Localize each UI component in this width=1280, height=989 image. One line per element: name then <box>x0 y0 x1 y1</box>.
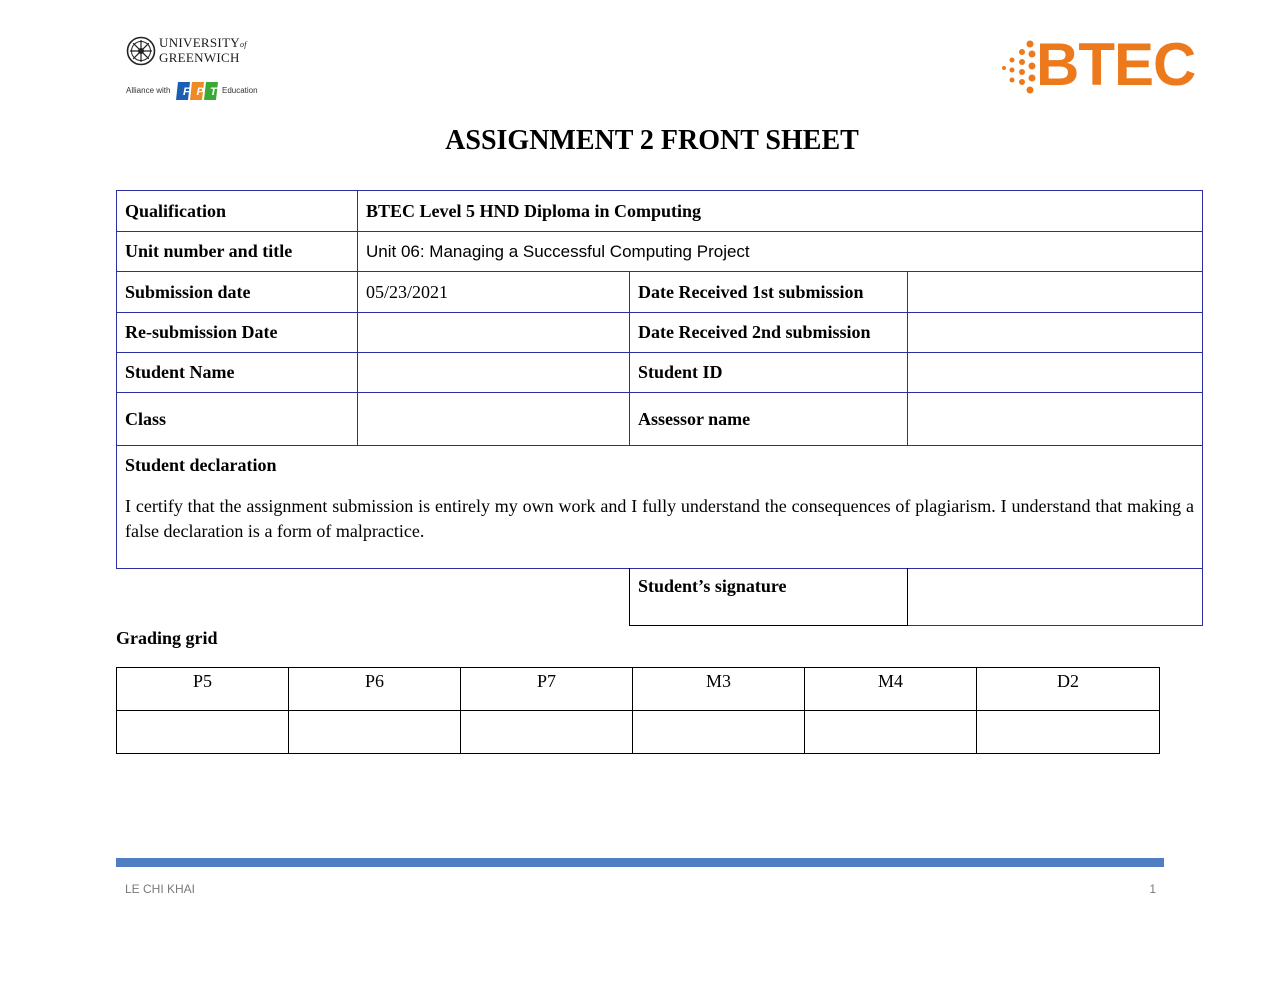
unit-value: Unit 06: Managing a Successful Computing Project <box>358 232 1203 272</box>
grade-cell-p6[interactable] <box>289 711 461 754</box>
submission-date-label: Submission date <box>117 272 358 313</box>
submission-row <box>117 272 1203 313</box>
student-id-label: Student ID <box>630 353 908 393</box>
grade-cell-m3[interactable] <box>633 711 805 754</box>
svg-text:F: F <box>183 86 190 98</box>
greenwich-of: of <box>240 40 247 49</box>
class-value[interactable] <box>358 393 630 446</box>
btec-logo <box>1000 31 1196 98</box>
grading-grid-table <box>116 667 1160 754</box>
declaration-cell <box>117 446 1203 569</box>
education-text: Education <box>222 86 258 95</box>
grading-grid-label: Grading grid <box>116 628 218 648</box>
alliance-text: Alliance with <box>126 86 171 95</box>
grade-cell-p5[interactable] <box>117 711 289 754</box>
class-row <box>117 393 1203 446</box>
qualification-value: BTEC Level 5 HND Diploma in Computing <box>358 191 1203 232</box>
unit-label: Unit number and title <box>117 232 358 272</box>
qualification-row <box>117 191 1203 232</box>
student-row <box>117 353 1203 393</box>
grade-header-m4: M4 <box>805 668 977 711</box>
unit-row <box>117 232 1203 272</box>
student-name-label: Student Name <box>117 353 358 393</box>
grade-cell-p7[interactable] <box>461 711 633 754</box>
assessor-value[interactable] <box>908 393 1203 446</box>
declaration-title: Student declaration <box>125 455 277 475</box>
grade-header-p6: P6 <box>289 668 461 711</box>
grade-cell-d2[interactable] <box>977 711 1160 754</box>
grade-header-d2: D2 <box>977 668 1160 711</box>
resubmission-date-label: Re-submission Date <box>117 313 358 353</box>
student-name-value[interactable] <box>358 353 630 393</box>
footer-author: LE CHI KHAI <box>125 882 196 896</box>
signature-table <box>629 568 1203 626</box>
greenwich-wordmark <box>159 36 247 64</box>
greenwich-seal-icon <box>126 36 156 66</box>
footer-divider-bar <box>116 858 1164 867</box>
svg-text:P: P <box>196 86 204 98</box>
fpt-alliance-badge <box>126 80 266 104</box>
signature-value[interactable] <box>908 568 1203 626</box>
date-received-2-label: Date Received 2nd submission <box>630 313 908 353</box>
grading-header-row <box>117 668 1160 711</box>
svg-text:T: T <box>210 86 217 98</box>
student-id-value[interactable] <box>908 353 1203 393</box>
grade-cell-m4[interactable] <box>805 711 977 754</box>
greenwich-line2: GREENWICH <box>159 50 240 65</box>
page-title: ASSIGNMENT 2 FRONT SHEET <box>445 125 859 156</box>
university-of-greenwich-logo <box>126 35 266 105</box>
btec-wordmark: BTEC <box>1036 31 1196 98</box>
grading-value-row <box>117 711 1160 754</box>
qualification-label: Qualification <box>117 191 358 232</box>
date-received-2-value[interactable] <box>908 313 1203 353</box>
footer-page-number: 1 <box>1149 882 1156 896</box>
fpt-logo-icon <box>176 80 220 102</box>
grade-header-p5: P5 <box>117 668 289 711</box>
greenwich-line1: UNIVERSITY <box>159 35 240 50</box>
assessor-label: Assessor name <box>630 393 908 446</box>
front-sheet-table <box>116 190 1203 569</box>
declaration-row <box>117 446 1203 569</box>
signature-label: Student’s signature <box>630 568 908 626</box>
date-received-1-label: Date Received 1st submission <box>630 272 908 313</box>
submission-date-value[interactable]: 05/23/2021 <box>358 272 630 313</box>
grade-header-p7: P7 <box>461 668 633 711</box>
grade-header-m3: M3 <box>633 668 805 711</box>
date-received-1-value[interactable] <box>908 272 1203 313</box>
resubmission-row <box>117 313 1203 353</box>
class-label: Class <box>117 393 358 446</box>
resubmission-date-value[interactable] <box>358 313 630 353</box>
declaration-text: I certify that the assignment submission is entirely my own work and I fully understand the consequences of plagiarism. I understand that making a false declaration is a form of malpractice. <box>125 496 1195 541</box>
